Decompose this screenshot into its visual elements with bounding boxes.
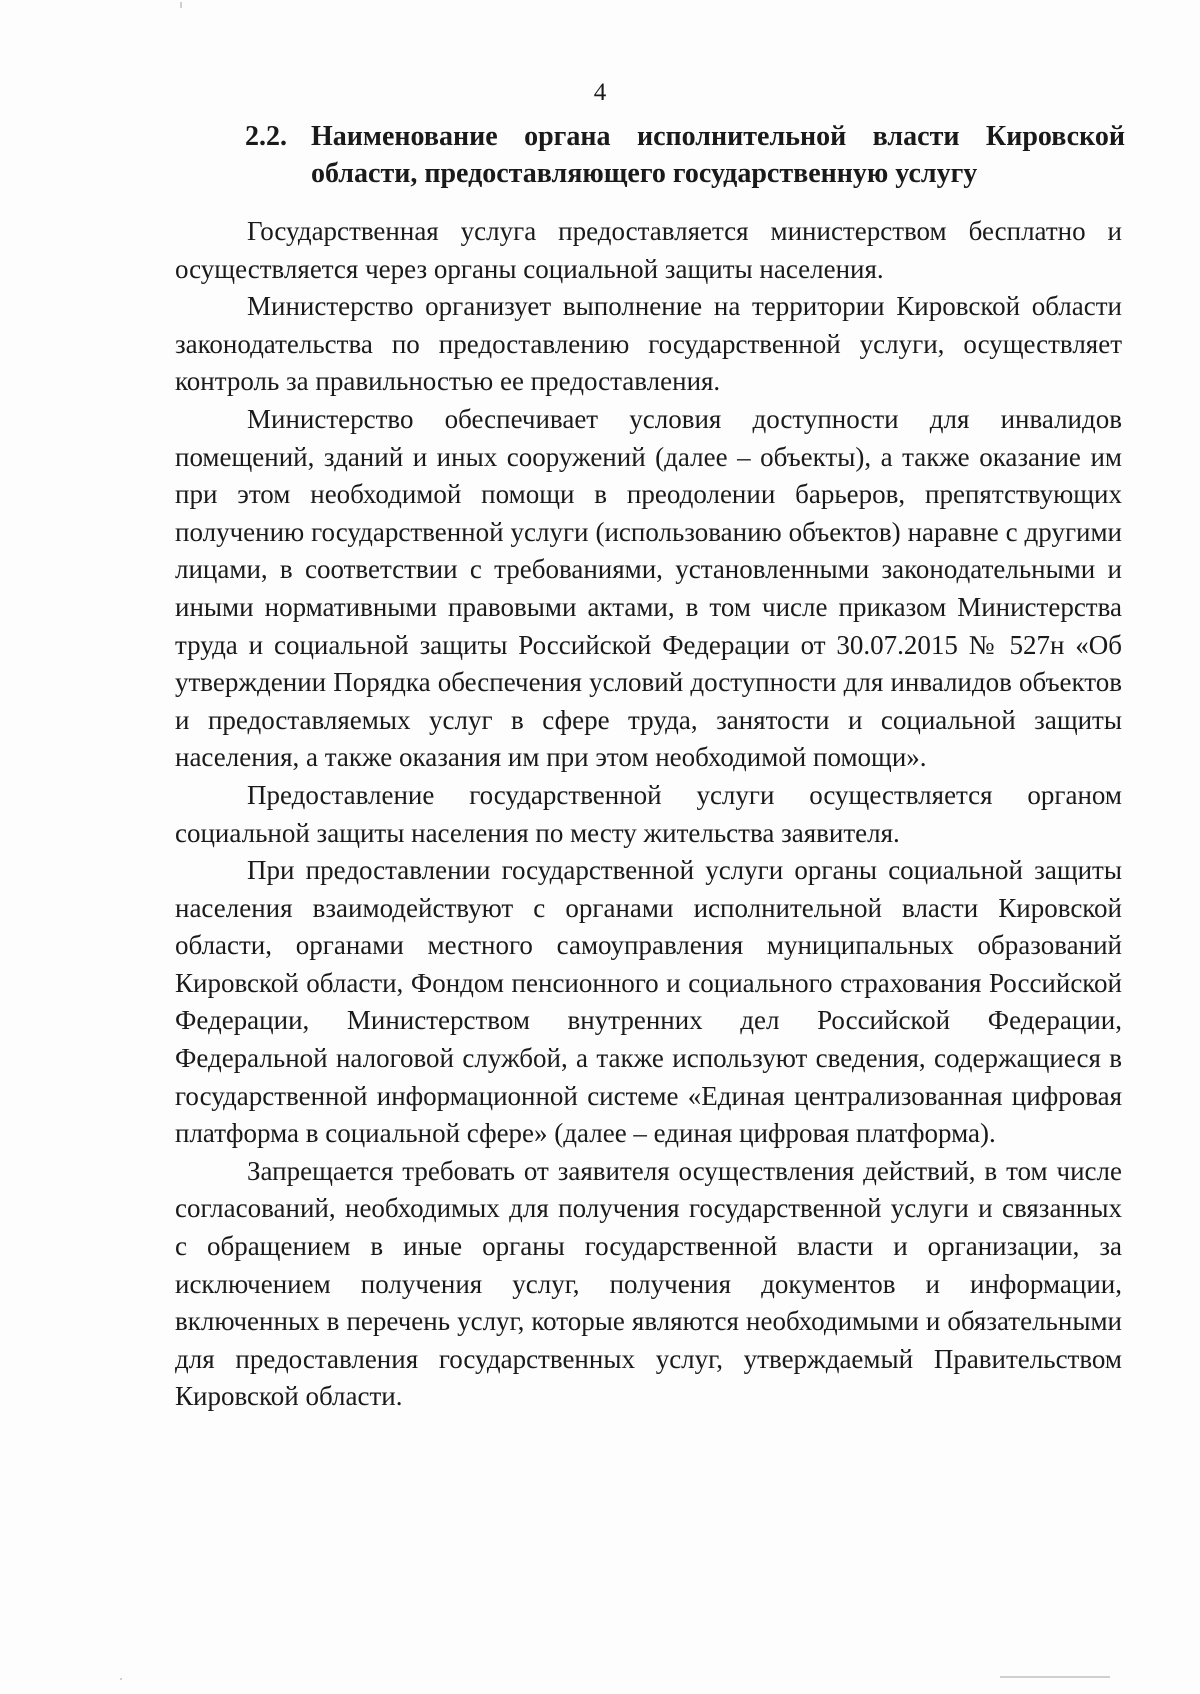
document-body <box>175 213 1122 1416</box>
section-title: Наименование органа исполнительной власти Кировской области, предоставляющего государственную услугу <box>311 121 1125 189</box>
scan-artifact <box>180 2 182 8</box>
paragraph: Министерство обеспечивает условия доступности для инвалидов помещений, зданий и иных сооружений (далее – объекты), а также оказание им при этом необходимой помощи в преодолении барьеров, препятствующих получению государственной услуги (использованию объектов) наравне с другими лицами, в соответствии с требованиями, установленными законодательными и иными нормативными правовыми актами, в том числе приказом Министерства труда и социальной защиты Российской Федерации от 30.07.2015 № 527н «Об утверждении Порядка обеспечения условий доступности для инвалидов объектов и предоставляемых услуг в сфере труда, занятости и социальной защиты населения, а также оказания им при этом необходимой помощи». <box>175 403 1122 773</box>
scan-artifact <box>1000 1676 1110 1678</box>
paragraph: Министерство организует выполнение на территории Кировской области законодательства по предоставлению государственной услуги, осуществляет контроль за правильностью ее предоставления. <box>175 291 1122 397</box>
paragraph: Предоставление государственной услуги осуществляется органом социальной защиты населения по месту жительства заявителя. <box>175 779 1122 848</box>
paragraph: При предоставлении государственной услуги органы социальной защиты населения взаимодействуют с органами исполнительной власти Кировской области, органами местного самоуправления муниципальных образований Кировской области, Фондом пенсионного и социального страхования Российской Федерации, Министерством внутренних дел Российской Федерации, Федеральной налоговой службой, а также используют сведения, содержащиеся в государственной информационной системе «Единая централизованная цифровая платформа в социальной сфере» (далее – единая цифровая платформа). <box>175 855 1122 1149</box>
section-heading <box>245 118 1125 192</box>
section-number: 2.2. <box>245 121 287 152</box>
page-number: 4 <box>593 79 607 106</box>
paragraph: Государственная услуга предоставляется министерством бесплатно и осуществляется через органы социальной защиты населения. <box>175 216 1122 284</box>
scan-artifact <box>120 1678 122 1680</box>
paragraph: Запрещается требовать от заявителя осуществления действий, в том числе согласований, необходимых для получения государственной услуги и связанных с обращением в иные органы государственной власти и организации, за исключением получения услуг, получения документов и информации, включенных в перечень услуг, которые являются необходимыми и обязательными для предоставления государственных услуг, утверждаемый Правительством Кировской области. <box>175 1155 1122 1412</box>
